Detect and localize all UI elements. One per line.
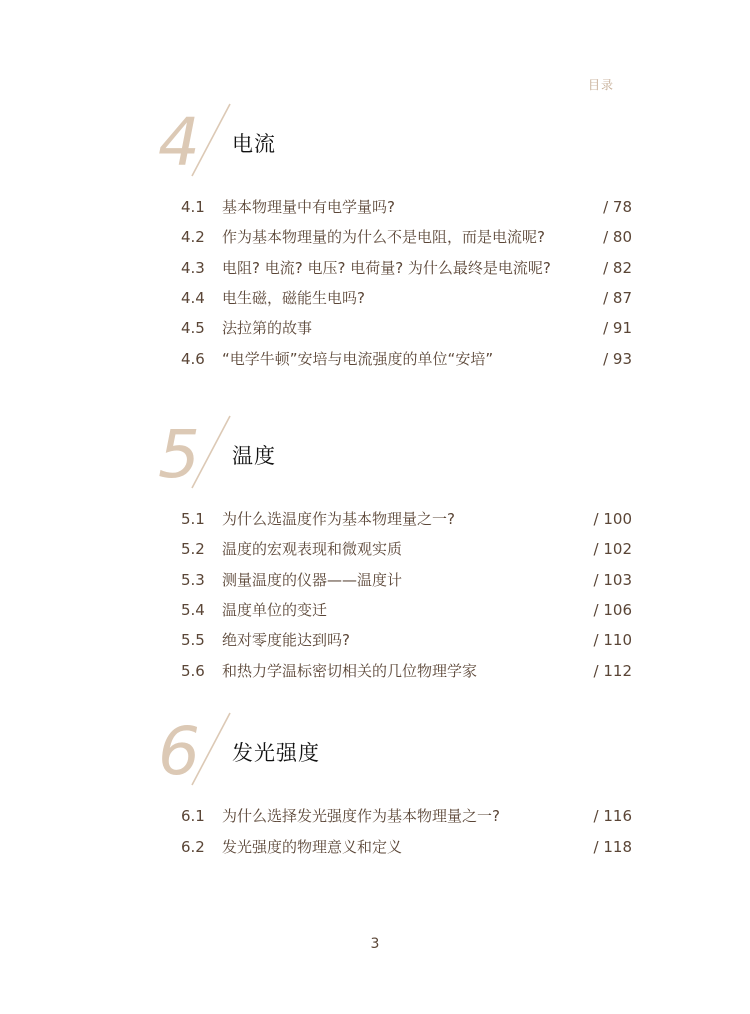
entry-title: 法拉第的故事 (222, 319, 313, 337)
toc-entry[interactable] (0, 803, 750, 829)
entry-page: / 112 (593, 662, 632, 680)
entry-number: 5.1 (181, 510, 205, 528)
entry-number: 5.3 (181, 571, 205, 589)
slash-decoration-icon (186, 100, 236, 180)
toc-entry[interactable] (0, 224, 750, 250)
entry-number: 4.5 (181, 319, 205, 337)
toc-entry[interactable] (0, 285, 750, 311)
entry-title: 发光强度的物理意义和定义 (222, 838, 403, 856)
entry-page: / 102 (593, 540, 632, 558)
entry-page: / 78 (603, 198, 632, 216)
entry-number: 4.4 (181, 289, 205, 307)
entry-page: / 100 (593, 510, 632, 528)
entry-page: / 118 (593, 838, 632, 856)
entry-title: 基本物理量中有电学量吗? (222, 198, 395, 216)
page-number: 3 (370, 936, 380, 952)
entry-title: 作为基本物理量的为什么不是电阻，而是电流呢? (222, 228, 545, 246)
toc-entry[interactable] (0, 506, 750, 532)
entry-page: / 87 (603, 289, 632, 307)
toc-entry[interactable] (0, 658, 750, 684)
chapter-title: 电流 (232, 132, 276, 156)
entry-page: / 110 (593, 631, 632, 649)
entry-number: 4.1 (181, 198, 205, 216)
entry-number: 4.3 (181, 259, 205, 277)
entry-number: 4.2 (181, 228, 205, 246)
entry-title: 为什么选温度作为基本物理量之一? (222, 510, 455, 528)
toc-entry[interactable] (0, 255, 750, 281)
toc-entry[interactable] (0, 834, 750, 860)
toc-entry[interactable] (0, 627, 750, 653)
toc-entry[interactable] (0, 346, 750, 372)
entry-title: 测量温度的仪器——温度计 (222, 571, 403, 589)
entry-number: 5.6 (181, 662, 205, 680)
entry-title: 绝对零度能达到吗? (222, 631, 350, 649)
entry-page: / 91 (603, 319, 632, 337)
toc-entry[interactable] (0, 597, 750, 623)
entry-page: / 103 (593, 571, 632, 589)
entry-title: 温度的宏观表现和微观实质 (222, 540, 403, 558)
entry-title: 为什么选择发光强度作为基本物理量之一? (222, 807, 500, 825)
slash-decoration-icon (186, 412, 236, 492)
entry-page: / 82 (603, 259, 632, 277)
toc-entry[interactable] (0, 194, 750, 220)
entry-title: “电学牛顿”安培与电流强度的单位“安培” (222, 350, 494, 368)
entry-title: 和热力学温标密切相关的几位物理学家 (222, 662, 478, 680)
entry-number: 4.6 (181, 350, 205, 368)
entry-page: / 93 (603, 350, 632, 368)
chapter-title: 温度 (232, 444, 276, 468)
entry-number: 6.1 (181, 807, 205, 825)
chapter-number: 4 (158, 104, 198, 181)
entry-number: 5.5 (181, 631, 205, 649)
entry-page: / 80 (603, 228, 632, 246)
toc-entry[interactable] (0, 536, 750, 562)
entry-title: 温度单位的变迁 (222, 601, 328, 619)
slash-decoration-icon (186, 709, 236, 789)
entry-title: 电生磁，磁能生电吗? (222, 289, 365, 307)
entry-number: 6.2 (181, 838, 205, 856)
entry-page: / 116 (593, 807, 632, 825)
chapter-number: 5 (158, 416, 198, 493)
section-header: 目录 (587, 78, 614, 92)
entry-number: 5.2 (181, 540, 205, 558)
toc-entry[interactable] (0, 315, 750, 341)
entry-title: 电阻? 电流? 电压? 电荷量? 为什么最终是电流呢? (222, 259, 551, 277)
entry-page: / 106 (593, 601, 632, 619)
toc-entry[interactable] (0, 567, 750, 593)
chapter-number: 6 (158, 713, 198, 790)
chapter-title: 发光强度 (232, 741, 320, 765)
entry-number: 5.4 (181, 601, 205, 619)
